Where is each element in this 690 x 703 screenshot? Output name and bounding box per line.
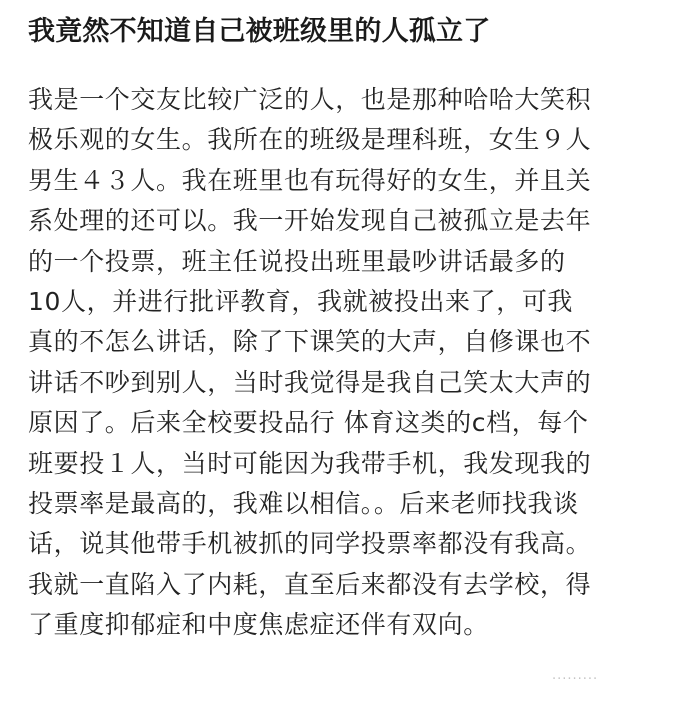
body-line: 了重度抑郁症和中度焦虑症还伴有双向。 [28,610,489,640]
body-line: 原因了。后来全校要投品行 体育这类的c档，每个 [28,408,589,438]
body-line: 10人，并进行批评教育，我就被投出来了，可我 [28,287,574,317]
body-line: 系处理的还可以。我一开始发现自己被孤立是去年 [28,206,592,236]
post-title: 我竟然不知道自己被班级里的人孤立了 [28,16,491,47]
body-line: 的一个投票，班主任说投出班里最吵讲话最多的 [28,246,566,276]
body-line: 真的不怎么讲话，除了下课笑的大声，自修课也不 [28,327,592,357]
body-line: 我就一直陷入了内耗，直至后来都没有去学校，得 [28,569,592,599]
body-line: 极乐观的女生。我所在的班级是理科班，女生９人 [28,125,592,155]
body-line: 讲话不吵到别人，当时我觉得是我自己笑太大声的 [28,367,592,397]
body-line: 话，说其他带手机被抓的同学投票率都没有我高。 [28,529,592,559]
body-line: 男生４３人。我在班里也有玩得好的女生，并且关 [28,165,592,195]
body-line: 班要投１人，当时可能因为我带手机，我发现我的 [28,448,592,478]
post-body [28,80,670,646]
watermark: ········· [552,672,599,687]
body-line: 我是一个交友比较广泛的人，也是那种哈哈大笑积 [28,85,592,114]
body-line: 投票率是最高的，我难以相信。。后来老师找我谈 [28,489,579,519]
